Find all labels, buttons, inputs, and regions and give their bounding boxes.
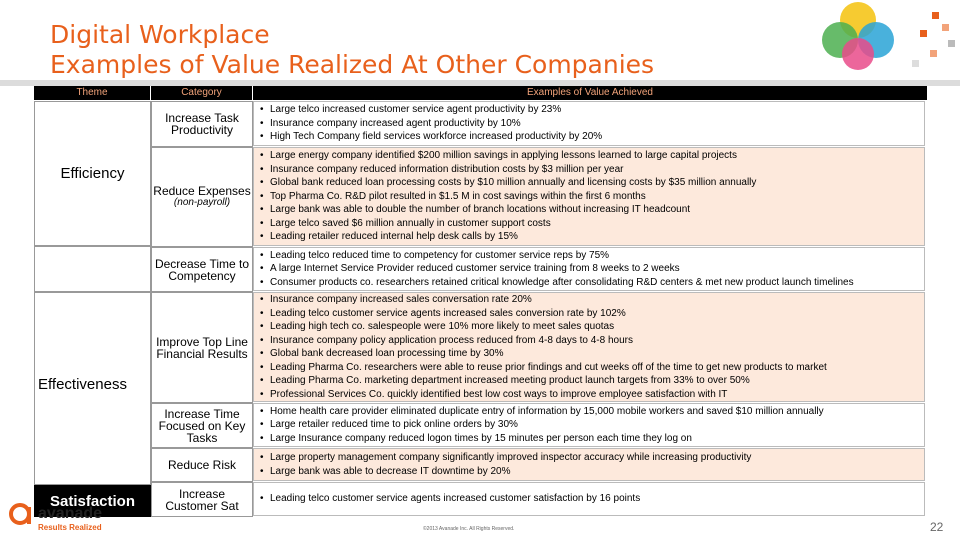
theme-efficiency-cont	[34, 246, 151, 292]
category-label: Reduce Risk	[167, 458, 237, 472]
list-item: • Large telco saved $6 million annually in customer support costs	[260, 217, 924, 231]
theme-efficiency-label: Efficiency	[60, 165, 125, 182]
list-item: • Large bank was able to double the number of branch locations without increasing IT headcount	[260, 203, 924, 217]
examples-row-2	[253, 147, 925, 246]
header-category: Category	[151, 86, 252, 100]
examples-row-4	[253, 292, 925, 402]
list-item: • Leading retailer reduced internal help desk calls by 15%	[260, 230, 924, 244]
decor-square	[930, 50, 937, 57]
page-subtitle: Examples of Value Realized At Other Companies	[50, 50, 655, 79]
list-item: • Large telco increased customer service agent productivity by 23%	[260, 103, 924, 117]
list-item: • Large property management company significantly improved inspector accuracy while increasing productivity	[260, 451, 924, 465]
decor-square	[948, 40, 955, 47]
list-item: • Top Pharma Co. R&D pilot resulted in $1.5 M in cost savings within the first 6 months	[260, 190, 924, 204]
category-sublabel: (non-payroll)	[173, 197, 231, 208]
list-item: • Large bank was able to decrease IT downtime by 20%	[260, 465, 924, 479]
category-reduce-expenses	[151, 147, 253, 247]
list-item: • Global bank decreased loan processing time by 30%	[260, 347, 924, 361]
category-decrease-time-to-competency	[151, 247, 253, 292]
list-item: • A large Internet Service Provider reduced customer service training from 8 weeks to 2 weeks	[260, 262, 924, 276]
tagline: Results Realized	[38, 523, 102, 532]
avanade-logo-icon	[6, 498, 36, 528]
category-increase-customer-sat	[151, 482, 253, 517]
list-item: • Leading telco customer service agents increased customer satisfaction by 16 points	[260, 492, 924, 506]
list-item: • Global bank reduced loan processing costs by $10 million annually and licensing costs by $35 million annually	[260, 176, 924, 190]
examples-row-3	[253, 247, 925, 291]
category-label: Improve Top Line Financial Results	[156, 334, 248, 361]
value-venn-diagram	[812, 0, 902, 72]
header-examples: Examples of Value Achieved	[253, 86, 927, 100]
examples-row-5	[253, 403, 925, 447]
list-item: • Home health care provider eliminated duplicate entry of information by 15,000 mobile workers and saved $10 million annually	[260, 405, 924, 419]
examples-row-1	[253, 101, 925, 146]
decor-square	[932, 12, 939, 19]
category-label: Reduce Expenses	[153, 184, 251, 198]
category-reduce-risk	[151, 448, 253, 482]
list-item: • High Tech Company field services workforce increased productivity by 20%	[260, 130, 924, 144]
decor-square	[912, 60, 919, 67]
list-item: • Leading Pharma Co. marketing department increased meeting product launch targets from 33% to over 50%	[260, 374, 924, 388]
category-label: Increase Time Focused on Key Tasks	[158, 406, 246, 445]
list-item: • Insurance company policy application process reduced from 4-8 days to 4-8 hours	[260, 334, 924, 348]
copyright: ©2013 Avanade Inc. All Rights Reserved.	[423, 526, 515, 532]
category-label: Increase Task Productivity	[165, 111, 239, 137]
category-improve-top-line	[151, 292, 253, 403]
category-increase-task-productivity	[151, 101, 253, 147]
list-item: • Professional Services Co. quickly identified best low cost ways to improve employee satisfaction with IT	[260, 388, 924, 402]
list-item: • Leading Pharma Co. researchers were able to reuse prior findings and cut weeks off of the time to get new products to market	[260, 361, 924, 375]
list-item: • Leading high tech co. salespeople were 10% more likely to meet sales quotas	[260, 320, 924, 334]
list-item: • Insurance company reduced information distribution costs by $3 million per year	[260, 163, 924, 177]
theme-satisfaction-label: Satisfaction	[49, 492, 136, 510]
category-label: Decrease Time to Competency	[154, 256, 250, 283]
theme-effectiveness-label: Effectiveness	[38, 376, 127, 393]
category-increase-time-focused	[151, 403, 253, 448]
list-item: • Leading telco customer service agents increased sales conversion rate by 102%	[260, 307, 924, 321]
category-label: Increase Customer Sat	[165, 486, 239, 513]
list-item: • Large retailer reduced time to pick online orders by 30%	[260, 418, 924, 432]
page-title: Digital Workplace	[50, 20, 270, 49]
decor-square	[920, 30, 927, 37]
decor-square	[942, 24, 949, 31]
list-item: • Large energy company identified $200 million savings in applying lessons learned to large capital projects	[260, 149, 924, 163]
page-number: 22	[930, 520, 944, 534]
list-item: • Large Insurance company reduced logon times by 15 minutes per person each time they log on	[260, 432, 924, 446]
list-item: • Insurance company increased sales conversation rate 20%	[260, 293, 924, 307]
list-item: • Leading telco reduced time to competency for customer service reps by 75%	[260, 249, 924, 263]
examples-row-7	[253, 482, 925, 516]
theme-efficiency	[34, 101, 151, 246]
avanade-logo-text: avanade	[38, 505, 103, 522]
list-item: • Insurance company increased agent productivity by 10%	[260, 117, 924, 131]
list-item: • Consumer products co. researchers retained critical knowledge after consolidating R&D centers & met new product launch timelines	[260, 276, 924, 290]
examples-row-6	[253, 448, 925, 481]
header-theme: Theme	[34, 86, 150, 100]
